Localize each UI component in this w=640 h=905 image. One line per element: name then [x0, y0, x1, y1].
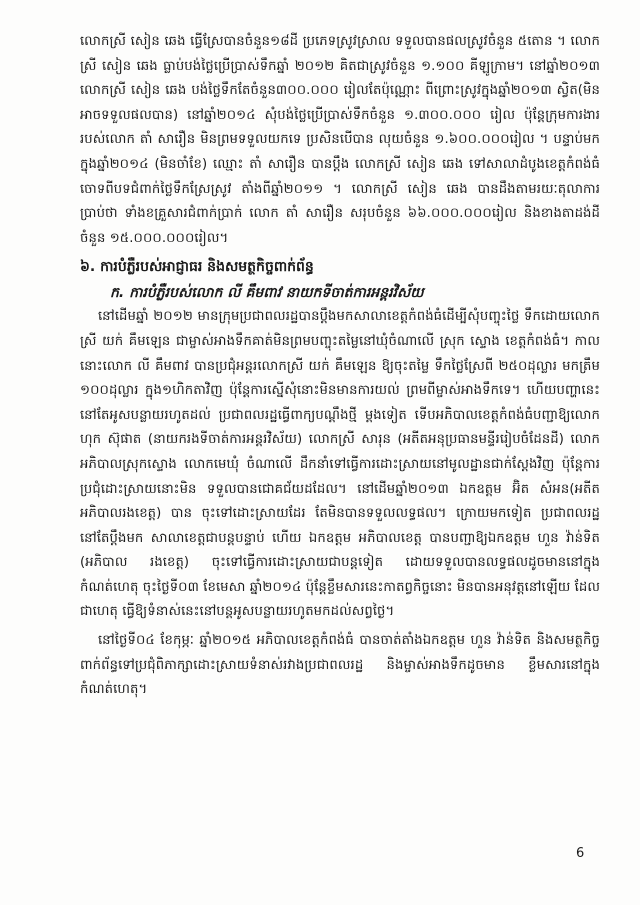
- section-heading: ៦. ការបំភ្លឺរបស់អាជ្ញាធរ និងសមត្ថកិច្ចពាក់ព័ន្ធ: [80, 259, 314, 276]
- paragraph-meeting-2015: នៅថ្ងៃទី០៤ ខែកុម្ភៈ ឆ្នាំ២០១៥ អភិបាលខេត្តកំពង់ធំ បានចាត់តាំងឯកឧត្តម ហួន វ៉ាន់ទិត និងសមត្ថកិច្ចពាក់ព័ន្ធទៅប្រជុំពិភាក្សាដោះស្រាយទំនាស់រវាងប្រជាពលរដ្ឋ និងម្ចាស់អាងទឹកដូចមាន ខ្លឹមសារនៅក្នុងកំណត់ហេតុ។: [80, 633, 600, 698]
- page-number: 6: [576, 846, 585, 861]
- paragraph-authority-explanation: នៅដើមឆ្នាំ ២០១២ មានក្រុមប្រជាពលរដ្ឋបានប្តឹងមកសាលាខេត្តកំពង់ធំដើម្បីសុំបញ្ចុះថ្លៃ ទឹកដោយលោកស្រី យក់ គឹមឡេន ជាម្ចាស់អាងទឹកគាត់មិនព្រមបញ្ចុះតម្លៃនៅឃុំចំណាលើ ស្រុក ស្ទោង ខេត្តកំពង់ធំ។ កាលនោះលោក លី គឹមពាវ បានប្រជុំអន្តរលោកស្រី យក់ គឹមឡេន ឱ្យចុះតម្លៃ ទឹកថ្លៃស្រែពី ២៥០ដុល្លារ មកត្រឹម ១០០ដុល្លារ ក្នុង១ហិកតាវិញ ប៉ុន្តែការស្នើសុំនោះមិនមានការយល់ ព្រមពីម្ចាស់អាងទឹកទេ។ ហើយបញ្ហានេះនៅតែអូសបន្លាយរហូតដល់ ប្រជាពលរដ្ឋធ្វើពាក្យបណ្តឹងថ្មី ម្តងទៀត ទើបអភិបាលខេត្តកំពង់ធំបញ្ជាឱ្យលោក ហុក ស៊ុផាត (នាយករងទីចាត់ការអន្តរវិស័យ) លោកស្រី សារុន (អតីតអនុប្រធានមន្ទីររៀបចំដែនដី) លោកអភិបាលស្រុកស្ទោង លោកមេឃុំ ចំណាលើ ដឹកនាំទៅធ្វើការដោះស្រាយនៅមូលដ្ឋានជាក់ស្តែងវិញ ប៉ុន្តែការប្រជុំដោះស្រាយនោះមិន ទទួលបានជោគជ័យដដែល។ នៅដើមឆ្នាំ២០១៣ ឯកឧត្តម អ៊ិត សំអន(អតីតអភិបាលរងខេត្ត) បាន ចុះទៅដោះស្រាយដែរ តែមិនបានទទួលលទ្ធផល។ ក្រោយមកទៀត ប្រជាពលរដ្ឋនៅតែប្តឹងមក សាលាខេត្តជាបន្តបន្ទាប់ ហើយ ឯកឧត្តម អភិបាលខេត្ត បានបញ្ជាឱ្យឯកឧត្តម ហួន វ៉ាន់ទិត (អភិបាល រងខេត្ត) ចុះទៅធ្វើការដោះស្រាយជាបន្តទៀត ដោយទទួលបានលទ្ធផលដូចមាននៅក្នុងកំណត់ហេតុ ចុះថ្ងៃទី០៣ ខែមេសា ឆ្នាំ២០១៤ ប៉ុន្តែខ្លឹមសារនេះកាតព្វកិច្ចនោះ មិនបានអនុវត្តនៅឡើយ ដែលជាហេតុ ធ្វើឱ្យទំនាស់នេះនៅបន្តអូសបន្លាយរហូតមកដល់សព្វថ្ងៃ។: [80, 309, 600, 620]
- document-body: [80, 30, 600, 707]
- paragraph-plaintiff-account: លោកស្រី សៀន ឆេង ធ្វើស្រែបានចំនួន១៨ដី ប្រភេទស្រូវស្រាល ទទួលបានផលស្រូវចំនួន ៥តោន ។ លោកស្រី សៀន ឆេង ធ្លាប់បង់ថ្លៃប្រើប្រាស់ទឹកឆ្នាំ ២០១២ គិតជាស្រូវចំនួន ១.១០០ គីឡូក្រាម។ នៅឆ្នាំ២០១៣ លោកស្រី សៀន ឆេង បង់ថ្លៃទឹកតែចំនួន៣០០.០០០ រៀលតែប៉ុណ្ណោះ ពីព្រោះស្រូវក្នុងឆ្នាំ២០១៣ ស្វិត(មិនអាចទទួលផលបាន) នៅឆ្នាំ២០១៤ សុំបង់ថ្លៃប្រើប្រាស់ទឹកចំនួន ១.៣០០.០០០ រៀល ប៉ុន្តែក្រុមការងាររបស់លោក តាំ សារឿន មិនព្រមទទួលយកទេ ប្រសិនបើបាន លុយចំនួន ១.៦០០.០០០រៀល ។ បន្ទាប់មកក្នុងឆ្នាំ២០១៤ (មិនចាំខែ) ឈ្មោះ តាំ សារឿន បានប្តឹង លោកស្រី សៀន ឆេង ទៅសាលាដំបូងខេត្តកំពង់ធំ ចោទពីបទជំពាក់ថ្លៃទឹកស្រែស្រូវ តាំងពីឆ្នាំ២០១១ ។ លោកស្រី សៀន ឆេង បានដឹងតាមរយៈតុលាការប្រាប់ថា ទាំងខគ្រួសារជំពាក់ប្រាក់ លោក តាំ សារឿន សរុបចំនួន ៦៦.០០០.០០០រៀល និងខាងតាដង់ដីចំនួន ១៥.០០០.០០០រៀល។: [80, 34, 600, 246]
- subsection-heading: ក. ការបំភ្លឺរបស់លោក លី គឹមពាវ នាយកទីចាត់ការអន្តរវិស័យ: [110, 285, 424, 302]
